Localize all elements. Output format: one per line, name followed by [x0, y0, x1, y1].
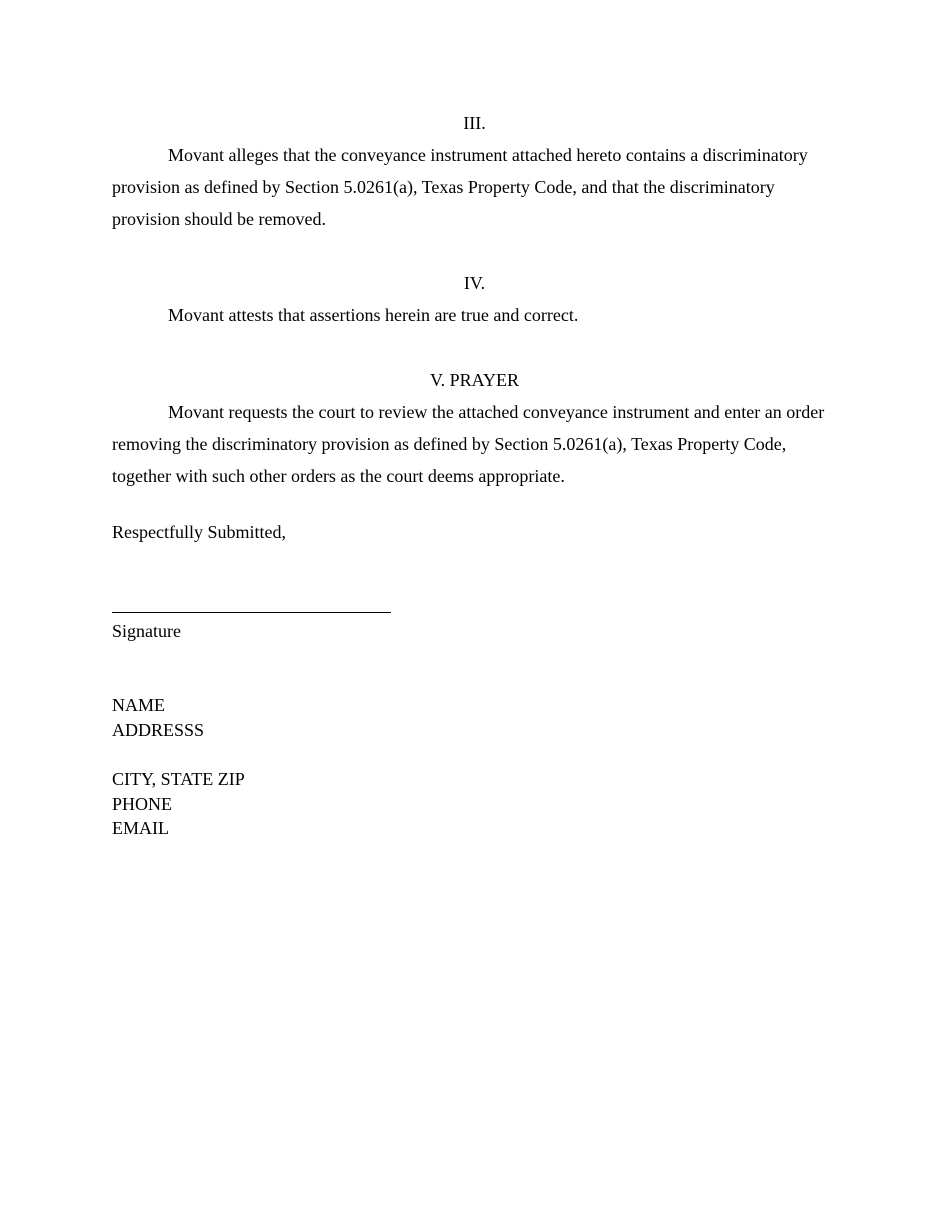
section-4-body: Movant attests that assertions herein are true and correct. [168, 305, 579, 325]
contact-phone: PHONE [112, 794, 173, 814]
signature-label: Signature [112, 621, 181, 641]
contact-email: EMAIL [112, 818, 169, 838]
signature-line [112, 612, 391, 613]
section-5-body: Movant requests the court to review the attached conveyance instrument and enter an order removing the discriminatory provision as defined by Section 5.0261(a), Texas Property Code, together with such other orders as the court deems appropriate. [112, 402, 825, 486]
section-5-heading: V. PRAYER [429, 370, 520, 390]
contact-name: NAME [112, 695, 165, 715]
contact-address: ADDRESSS [112, 720, 205, 740]
closing-text: Respectfully Submitted, [112, 522, 286, 542]
section-4-heading: IV. [463, 273, 486, 293]
document-page [112, 0, 832, 1230]
section-3-heading: III. [463, 113, 486, 133]
section-3-body: Movant alleges that the conveyance instrument attached hereto contains a discriminatory provision as defined by Section 5.0261(a), Texas Property Code, and that the discriminatory provision should be removed. [112, 145, 808, 229]
contact-city-state-zip: CITY, STATE ZIP [112, 769, 245, 789]
